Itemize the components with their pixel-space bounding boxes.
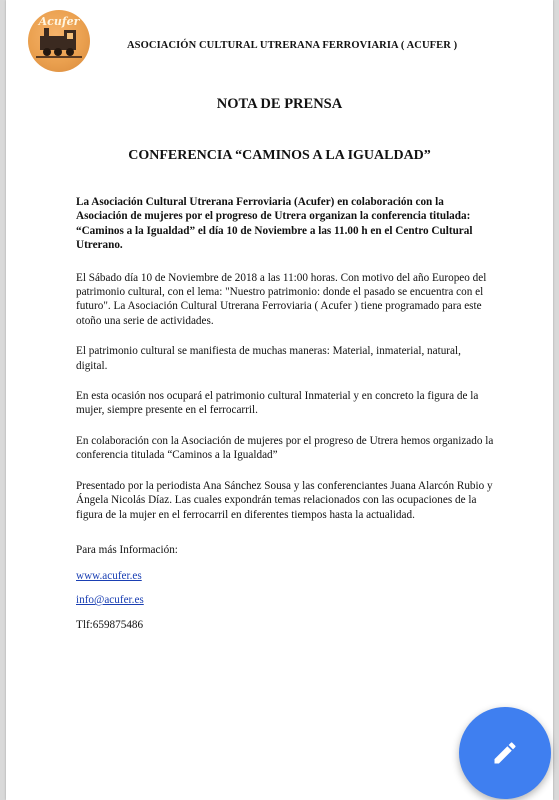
document-body: [76, 195, 494, 538]
paragraph: En colaboración con la Asociación de mujeres por el progreso de Utrera hemos organizado la conferencia titulada “Caminos a la Igualdad”: [76, 434, 494, 462]
website-link[interactable]: www.acufer.es: [76, 570, 142, 582]
paragraph: Presentado por la periodista Ana Sánchez Sousa y las conferenciantes Juana Alarcón Rubio y Ángela Nicolás Díaz. Las cuales expondrán temas relacionados con las ocupaciones de la figura de la mujer en el ferrocarril en diferentes tiempos hasta la actualidad.: [76, 479, 493, 521]
acufer-logo: [28, 10, 90, 72]
paragraph: En esta ocasión nos ocupará el patrimonio cultural Inmaterial y en concreto la figura de la mujer, siempre presente en el ferrocarril.: [76, 390, 479, 417]
organization-name: ASOCIACIÓN CULTURAL UTRERANA FERROVIARIA ( ACUFER ): [127, 40, 458, 51]
email-link[interactable]: info@acufer.es: [76, 594, 144, 606]
email-link-wrapper: [76, 594, 144, 606]
paragraph: El Sábado día 10 de Noviembre de 2018 a las 11:00 horas. Con motivo del año Europeo del patrimonio cultural, con el lema: "Nuestro patrimonio: donde el pasado se encuentra con el futuro". La Asociación Cultural Utrerana Ferroviaria ( Acufer ) tiene programado para este otoño una serie de actividades.: [76, 271, 487, 327]
contact-heading: Para más Información:: [76, 544, 178, 556]
phone-number: Tlf:659875486: [76, 619, 144, 631]
edit-fab-button[interactable]: [459, 707, 551, 799]
logo-text: Acufer: [38, 15, 80, 28]
pencil-edit-icon: [491, 739, 519, 767]
website-link-wrapper: [76, 570, 142, 582]
press-release-title: NOTA DE PRENSA: [216, 96, 343, 112]
lead-paragraph: La Asociación Cultural Utrerana Ferroviaria (Acufer) en colaboración con la Asociación de mujeres por el progreso de Utrera organizan la conferencia titulada: “Caminos a la Igualdad” el día 10 de Noviembre a las 11.00 h en el Centro Cultural Utrerano.: [76, 196, 473, 252]
conference-title: CONFERENCIA “CAMINOS A LA IGUALDAD”: [128, 148, 431, 163]
document-page: [6, 0, 553, 800]
paragraph: El patrimonio cultural se manifiesta de muchas maneras: Material, inmaterial, natural, digital.: [76, 345, 461, 372]
